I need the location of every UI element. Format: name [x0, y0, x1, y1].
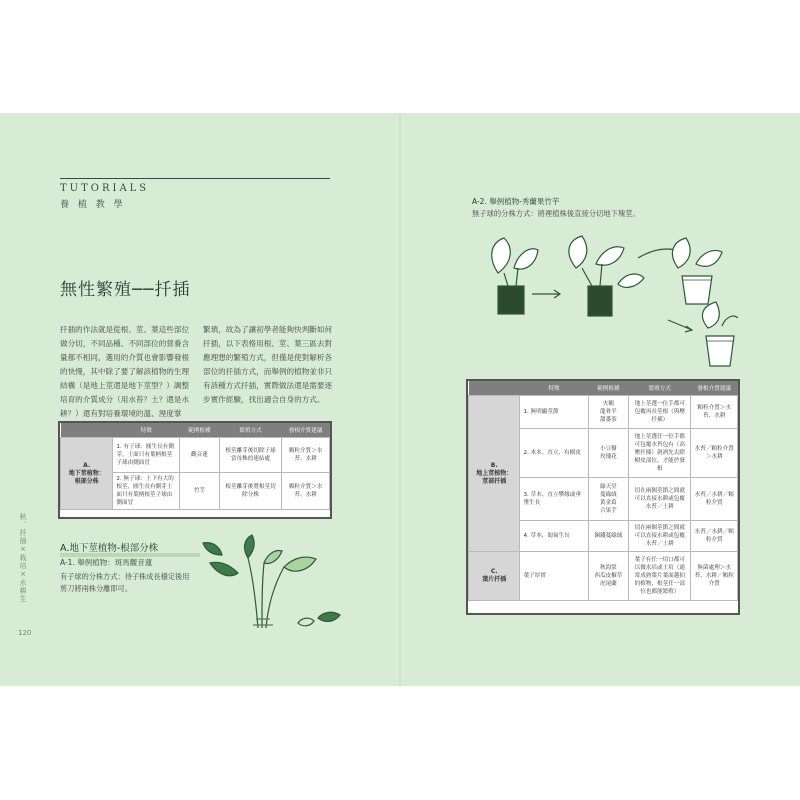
cell-example: 火鶴 龍骨半 甜番茶 [588, 396, 629, 429]
header-medium: 發根介質建議 [282, 423, 330, 438]
cell-feature: 1. 無明顯莖節 [520, 396, 588, 429]
cell-medium: 顆粒介質＞水苔、水耕 [282, 473, 330, 510]
table-row [469, 396, 738, 429]
header-medium: 發根介質建議 [691, 381, 738, 396]
section-heading: A.地下莖植物-根部分株 [60, 543, 159, 554]
section-subheading: A-1. 舉例植物：斑馬觀音蓮 [60, 558, 153, 567]
book-spread [0, 113, 800, 686]
table-row [469, 552, 738, 601]
group-label-a: A. 地下莖植物： 根部分株 [61, 438, 113, 510]
calathea-division-illustration [468, 228, 738, 378]
cell-method: 切在兩個莖節之間就可以直接水耕或包覆水苔／土耕 [629, 521, 691, 552]
vertical-series-label: 秋．扦插×栽培×水耕生 [19, 513, 27, 603]
cell-example: 秋海棠 西瓜皮椒草 虎尾蘭 [588, 552, 629, 601]
body-column-2: 繁瑣，故為了讓初學者能夠快判斷如何扦插，以下表格用根、莖、葉三區去對應理想的繁殖方式，但僅是使對解析各部位的扦插方式，而舉例的植物並非只有該種方式扦插，實際做法還是需要逐步實作經驗，找出適合自身的方式。 [203, 325, 333, 404]
cell-example: 銅錢蔓綠絨 [588, 521, 629, 552]
cell-medium: 水苔／水耕／顆粒介質 [691, 478, 738, 521]
page-number: 120 [18, 629, 32, 637]
right-heading: A-2. 舉例植物-秀蘭果竹芋 [472, 197, 560, 206]
cell-medium: 顆粒介質＞水苔、水耕 [282, 438, 330, 473]
right-subtext: 無子球的分株方式：將裡植株後直接分切地下塊莖。 [472, 209, 640, 218]
cell-feature: 葉子厚實 [520, 552, 588, 601]
cell-feature: 1. 有子球：圓生長有側芽，土面只有葉柄根莖子球由側面冒 [113, 438, 180, 473]
group-label-c: C. 葉片扦插 [469, 552, 520, 601]
page-gutter [399, 113, 401, 686]
cell-medium: 顆粒介質＞水苔、水耕 [691, 396, 738, 429]
propagation-table-bc [468, 381, 738, 601]
group-label-b: B. 地上莖植物： 莖部扦插 [469, 396, 520, 552]
header-method: 繁殖方式 [219, 423, 282, 438]
cell-feature: 2. 木本、直立、有樹皮 [520, 429, 588, 478]
propagation-table-a [60, 423, 330, 510]
cell-method: 根莖離芽後切除子球當母株的連結處 [219, 438, 282, 473]
header-method: 繁殖方式 [629, 381, 691, 396]
cell-feature: 3. 草本、直立攀緣或垂墜生長 [520, 478, 588, 521]
series-rule [60, 178, 330, 179]
body-column-1: 扦插的作法就是從根、莖、葉這些部位做分切，不同品種、不同部位的營養含量都不相同，選用的介質也會影響發根的快慢，其中除了要了解該植物的生理結構（是地上莖還是地下莖型？）調整培育的介質成分（用水苔？土？還是水耕？）還有對培養環境的溫、溼度掌 [60, 325, 190, 418]
cell-medium: 水苔／顆粒介質＞水耕 [691, 429, 738, 478]
cell-feature: 4. 草本，匍匐生長 [520, 521, 588, 552]
header-example: 範例植種 [588, 381, 629, 396]
page-title: 無性繁殖──扦插 [60, 280, 191, 300]
cell-feature: 2. 無子球：土下有大的根莖，圓生長有側芽土面只有葉柄根莖子球由側面冒 [113, 473, 180, 510]
cell-method: 葉子有任一切口都可以做水培或土培（通常成熟葉片葉面越拍的植物，根莖任一部位也都能繁殖） [629, 552, 691, 601]
header-feature: 特徵 [113, 423, 180, 438]
cell-method: 地上莖選一位手都可包覆再長莖根（與壓扦插） [629, 396, 691, 429]
header-example: 範例植種 [180, 423, 220, 438]
table-header-row [469, 381, 738, 396]
cell-example: 竹芋 [180, 473, 220, 510]
series-label: TUTORIALS [60, 183, 150, 194]
cell-medium: 無菌處理＞水苔、水耕／顆粒介質 [691, 552, 738, 601]
cell-medium: 水苔／水耕／顆粒介質 [691, 521, 738, 552]
cell-method: 地上莖選任一位手都可包覆水苔包有（高壓扦插）剝酒先去除樹皮部位，才能於發根 [629, 429, 691, 478]
cell-method: 切在兩個莖節之間就可以直接水耕或包覆水苔／土耕 [629, 478, 691, 521]
cell-method: 根莖離芽後將根莖切除分株 [219, 473, 282, 510]
taro-plant-illustration [198, 533, 358, 633]
table-header-row [61, 423, 330, 438]
cell-example: 觀音蓮 [180, 438, 220, 473]
header-feature: 特徵 [520, 381, 588, 396]
cell-example: 綠天堂 蔓綠絨 黃金葛 合果芋 [588, 478, 629, 521]
cell-example: 小豆樹 玫瑰花 [588, 429, 629, 478]
table-row [61, 438, 330, 473]
series-sublabel: 養 植 教 學 [60, 200, 126, 210]
section-text: 有子球的分株方式：待子株成長穩定後用剪刀將兩株分離即可。 [60, 572, 190, 593]
